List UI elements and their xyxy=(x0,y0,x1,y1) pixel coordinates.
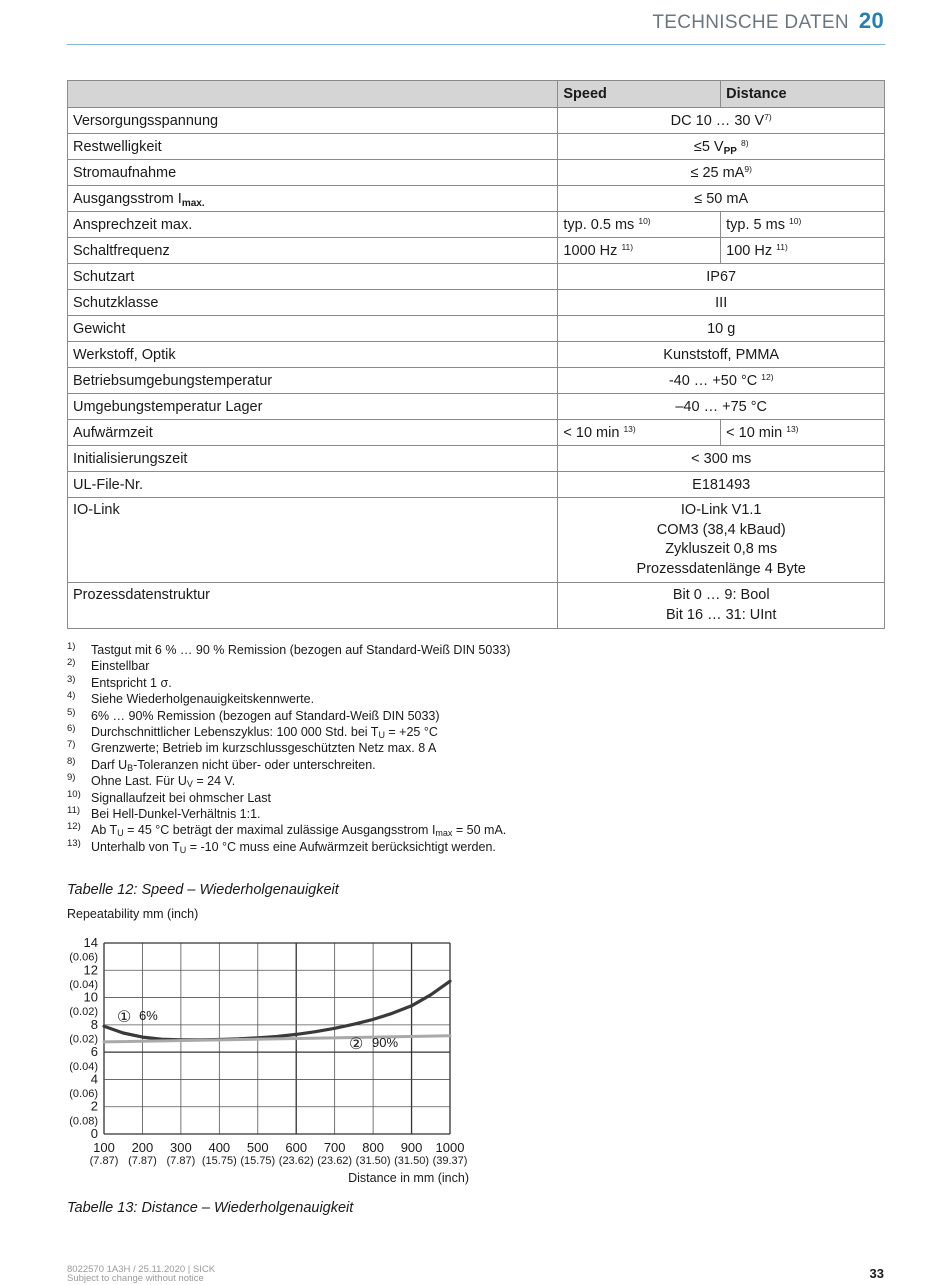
footer-document-info xyxy=(67,1265,215,1283)
footnote: 12) Ab $T_U = 45$ °C beträgt der maximal zulässige Ausgangsstrom $I_{max} = 50$ mA. xyxy=(67,821,507,839)
table-row xyxy=(68,420,885,446)
table-row xyxy=(68,238,885,264)
row-value-distance: typ. 5 ms $^{10)}$ xyxy=(721,212,885,238)
row-value: -40 … +50 °C $^{12)}$ xyxy=(558,368,885,394)
repeatability-chart xyxy=(60,900,490,1190)
x-tick-label: 400 xyxy=(208,1140,231,1155)
x-tick-sublabel: (23.62) xyxy=(278,1155,314,1167)
table-row xyxy=(68,212,885,238)
y-tick-label: 0 xyxy=(90,1126,98,1141)
x-tick-label: 700 xyxy=(323,1140,346,1155)
table-row xyxy=(68,134,885,160)
footnote: 3) Entspricht 1 σ. xyxy=(67,673,172,690)
row-value: ≤ 25 $mA^{9)}$ xyxy=(558,160,885,186)
row-value-distance: < 10 min $^{13)}$ xyxy=(721,420,885,446)
row-label: Aufwärmzeit xyxy=(68,420,558,446)
series-label-6pct-text: 6% xyxy=(139,1008,158,1023)
footnote: 13) Unterhalb von $T_U = -10$ °C muss eine Aufwärmzeit berücksichtigt werden. xyxy=(67,837,496,855)
table-row xyxy=(68,368,885,394)
table-row xyxy=(68,290,885,316)
row-value-speed: typ. 0.5 ms $^{10)}$ xyxy=(558,212,721,238)
row-value: –40 … +75 °C xyxy=(558,394,885,420)
x-tick-label: 100 xyxy=(93,1140,115,1155)
x-tick-sublabel: (7.87) xyxy=(166,1155,196,1167)
table-row xyxy=(68,583,885,629)
x-tick-sublabel: (39.37) xyxy=(432,1155,468,1167)
x-tick-sublabel: (31.50) xyxy=(355,1155,391,1167)
x-tick-label: 200 xyxy=(131,1140,154,1155)
x-axis-title: Distance in mm (inch) xyxy=(348,1171,469,1185)
row-value: Bit 0 … 9: Bool Bit 16 … 31: UInt xyxy=(558,583,885,629)
row-value: ≤5 $V_{PP}$ $^{8)}$ xyxy=(558,134,885,160)
footnotes xyxy=(67,642,510,855)
table-row xyxy=(68,160,885,186)
table-row xyxy=(68,264,885,290)
row-value: IP67 xyxy=(558,264,885,290)
y-tick-sublabel: (0.06) xyxy=(69,1088,98,1101)
row-label: Ausgangsstrom $I_{max.}$ xyxy=(68,186,558,212)
footnote: 9) Ohne Last. Für $U_V = 24$ V. xyxy=(67,772,236,790)
x-tick-label: 900 xyxy=(400,1140,423,1155)
x-tick-sublabel: (15.75) xyxy=(201,1155,237,1167)
technical-data-table xyxy=(67,80,885,629)
caption-table-13: Tabelle 13: Distance – Wiederholgenauigkeit xyxy=(67,1200,354,1216)
row-value: < 300 ms xyxy=(558,446,885,472)
y-tick-label: 12 xyxy=(83,962,98,978)
table-row xyxy=(68,472,885,498)
page-number: 33 xyxy=(869,1266,884,1281)
footnote: 1) Tastgut mit 6 % … 90 % Remission (bezogen auf Standard-Weiß DIN 5033) xyxy=(67,641,511,657)
table-row xyxy=(68,446,885,472)
section-header xyxy=(652,8,884,34)
y-tick-label: 6 xyxy=(90,1044,98,1060)
row-value: III xyxy=(558,290,885,316)
header-cell-distance: Distance xyxy=(721,81,885,108)
table-row xyxy=(68,342,885,368)
footnote: 10) Signallaufzeit bei ohmscher Last xyxy=(67,788,271,805)
series-label-6pct: ① xyxy=(117,1009,132,1026)
row-label: UL-File-Nr. xyxy=(68,472,558,498)
y-tick-sublabel: (0.02) xyxy=(69,1033,98,1046)
row-value-speed: 1000 Hz $^{11)}$ xyxy=(558,238,721,264)
row-label: Gewicht xyxy=(68,316,558,342)
y-tick-sublabel: (0.08) xyxy=(69,1115,98,1128)
table-row xyxy=(68,316,885,342)
y-tick-sublabel: (0.06) xyxy=(69,951,98,964)
row-label: Versorgungsspannung xyxy=(68,108,558,134)
row-label: Werkstoff, Optik xyxy=(68,342,558,368)
x-tick-sublabel: (31.50) xyxy=(394,1155,429,1167)
footnote: 8) Darf $U_B$-Toleranzen nicht über- oder unterschreiten. xyxy=(67,755,376,773)
x-tick-label: 500 xyxy=(246,1140,269,1155)
row-value-speed: < 10 min $^{13)}$ xyxy=(558,420,721,446)
row-label: Schutzart xyxy=(68,264,558,290)
y-tick-sublabel: (0.02) xyxy=(69,1006,98,1019)
row-value: IO-Link V1.1 COM3 (38,4 kBaud) Zykluszeit 0,8 ms Prozessdatenlänge 4 Byte xyxy=(558,498,885,583)
series-label-90pct-text: 90% xyxy=(372,1035,399,1050)
table-row xyxy=(68,108,885,134)
footnote: 7) Grenzwerte; Betrieb im kurzschlussgeschützten Netz max. 8 A xyxy=(67,739,437,756)
footer-doc-id: 8022570 1A3H / 25.11.2020 | SICK xyxy=(67,1264,216,1275)
x-tick-sublabel: (7.87) xyxy=(128,1155,157,1167)
y-tick-label: 14 xyxy=(83,935,98,950)
row-value: 10 g xyxy=(558,316,885,342)
x-tick-sublabel: (15.75) xyxy=(240,1155,276,1167)
header-cell-speed: Speed xyxy=(558,81,721,108)
row-label: IO-Link xyxy=(68,498,558,583)
x-tick-sublabel: (7.87) xyxy=(89,1155,119,1167)
row-label: Stromaufnahme xyxy=(68,160,558,186)
section-title: TECHNISCHE DATEN xyxy=(652,12,849,33)
footnote: 5) 6% … 90% Remission (bezogen auf Standard-Weiß DIN 5033) xyxy=(67,706,440,723)
row-value-distance: 100 Hz $^{11)}$ xyxy=(721,238,885,264)
table-row xyxy=(68,186,885,212)
chapter-number: 20 xyxy=(858,8,884,33)
header-divider xyxy=(67,44,885,45)
x-tick-label: 600 xyxy=(285,1140,308,1155)
x-tick-sublabel: (23.62) xyxy=(317,1155,353,1167)
y-tick-label: 2 xyxy=(90,1098,98,1114)
footnote: 2) Einstellbar xyxy=(67,657,150,674)
y-tick-label: 4 xyxy=(90,1071,98,1087)
row-label: Umgebungstemperatur Lager xyxy=(68,394,558,420)
row-label: Initialisierungszeit xyxy=(68,446,558,472)
y-axis-title: Repeatability mm (inch) xyxy=(67,907,199,921)
row-value: ≤ 50 mA xyxy=(558,186,885,212)
footnote: 4) Siehe Wiederholgenauigkeitskennwerte. xyxy=(67,690,315,707)
row-value: E181493 xyxy=(558,472,885,498)
table-header-row xyxy=(68,81,885,108)
row-label: Ansprechzeit max. xyxy=(68,212,558,238)
y-tick-label: 10 xyxy=(83,989,98,1005)
table-row xyxy=(68,498,885,583)
header-cell-label xyxy=(68,81,558,108)
row-value: Kunststoff, PMMA xyxy=(558,342,885,368)
x-tick-label: 300 xyxy=(170,1140,192,1155)
y-tick-sublabel: (0.04) xyxy=(69,978,98,991)
y-tick-label: 8 xyxy=(90,1016,98,1032)
x-tick-label: 800 xyxy=(362,1140,384,1155)
row-label: Prozessdatenstruktur xyxy=(68,583,558,629)
row-label: Restwelligkeit xyxy=(68,134,558,160)
row-label: Betriebsumgebungstemperatur xyxy=(68,368,558,394)
row-label: Schutzklasse xyxy=(68,290,558,316)
row-value: DC 10 … 30 $V^{7)}$ xyxy=(558,108,885,134)
y-tick-sublabel: (0.04) xyxy=(69,1060,98,1073)
series-label-90pct: ② xyxy=(349,1036,364,1053)
footnote: 11) Bei Hell-Dunkel-Verhältnis 1:1. xyxy=(67,805,261,822)
table-row xyxy=(68,394,885,420)
chart-ticks xyxy=(69,935,467,1167)
footnote: 6) Durchschnittlicher Lebenszyklus: 100 000 Std. bei $T_U = +25$ °C xyxy=(67,723,438,741)
footer-notice: Subject to change without notice xyxy=(67,1273,204,1284)
x-tick-label: 1000 xyxy=(435,1140,465,1155)
row-label: Schaltfrequenz xyxy=(68,238,558,264)
caption-table-12: Tabelle 12: Speed – Wiederholgenauigkeit xyxy=(67,882,339,898)
